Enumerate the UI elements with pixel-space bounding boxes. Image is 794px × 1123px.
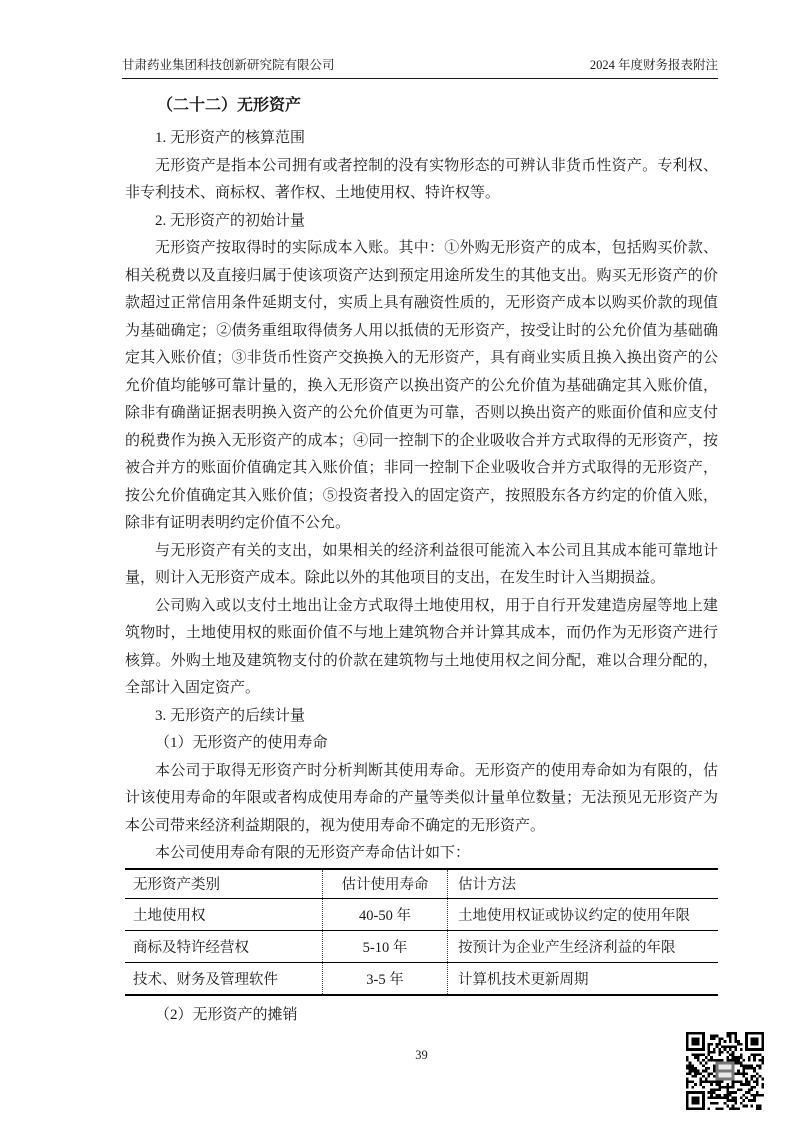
table-row <box>125 898 718 930</box>
table-cell: 技术、财务及管理软件 <box>133 971 278 988</box>
page-content <box>125 88 718 1029</box>
paragraph: 公司购入或以支付土地出让金方式取得土地使用权，用于自行开发建造房屋等地上建筑物时，土地使用权的账面价值不与地上建筑物合并计算其成本，而仍作为无形资产进行核算。外购土地及建筑物支付的价款在建筑物与土地使用权之间分配，难以合理分配的，全部计入固定资产。 <box>125 597 718 696</box>
table-cell: 3-5 年 <box>323 962 448 995</box>
table-cell: 土地使用权证或协议约定的使用年限 <box>448 898 719 930</box>
page-header <box>122 55 718 79</box>
table-cell: 按预计为企业产生经济利益的年限 <box>448 930 719 962</box>
paragraph: 1. 无形资产的核算范围 <box>155 130 306 146</box>
section-paragraphs <box>125 125 718 868</box>
paragraph: （1）无形资产的使用寿命 <box>155 735 328 751</box>
table-cell: 5-10 年 <box>323 930 448 962</box>
header-doc-title: 2024 年度财务报表附注 <box>589 58 718 72</box>
paragraph: 与无形资产有关的支出，如果相关的经济利益很可能流入本公司且其成本能可靠地计量，则计入无形资产成本。除此以外的其他项目的支出，在发生时计入当期损益。 <box>125 542 718 586</box>
section-title: （二十二）无形资产 <box>157 97 302 114</box>
paragraph: 无形资产按取得时的实际成本入账。其中：①外购无形资产的成本，包括购买价款、相关税费以及直接归属于使该项资产达到预定用途所发生的其他支出。购买无形资产的价款超过正常信用条件延期支付，实质上具有融资性质的，无形资产成本以购买价款的现值为基础确定；②债务重组取得债务人用以抵债的无形资产，按受让时的公允价值为基础确定其入账价值；③非货币性资产交换换入的无形资产，具有商业实质且换入换出资产的公允价值均能够可靠计量的，换入无形资产以换出资产的公允价值为基础确定其入账价值，除非有确凿证据表明换入资产的公允价值更为可靠，否则以换出资产的账面价值和应支付的税费作为换入无形资产的成本；④同一控制下的企业吸收合并方式取得的无形资产，按被合并方的账面价值确定其入账价值；非同一控制下企业吸收合并方式取得的无形资产，按公允价值确定其入账价值；⑤投资者投入的固定资产，按照股东各方约定的价值入账，除非有证明表明约定价值不公允。 <box>125 240 718 531</box>
table-header-row <box>125 869 718 899</box>
table-cell: 土地使用权 <box>125 898 323 930</box>
paragraph: 3. 无形资产的后续计量 <box>155 707 306 724</box>
table-header-cell: 估计方法 <box>448 869 719 899</box>
useful-life-table-body <box>125 898 718 995</box>
paragraph: 本公司使用寿命有限的无形资产寿命估计如下： <box>155 845 471 861</box>
table-header-cell: 无形资产类别 <box>125 869 323 899</box>
page-number: 39 <box>415 1048 428 1062</box>
useful-life-table <box>125 868 718 996</box>
table-cell: 40-50 年 <box>323 898 448 930</box>
paragraph: 无形资产是指本公司拥有或者控制的没有实物形态的可辨认非货币性资产。专利权、非专利技术、商标权、著作权、土地使用权、特许权等。 <box>125 157 718 201</box>
table-header-cell: 估计使用寿命 <box>323 869 448 899</box>
paragraph: 2. 无形资产的初始计量 <box>155 212 306 229</box>
table-cell: 计算机技术更新周期 <box>448 962 719 995</box>
paragraph: 本公司于取得无形资产时分析判断其使用寿命。无形资产的使用寿命如为有限的，估计该使用寿命的年限或者构成使用寿命的产量等类似计量单位数量；无法预见无形资产为本公司带来经济利益期限的，视为使用寿命不确定的无形资产。 <box>125 762 718 834</box>
table-row <box>125 962 718 995</box>
after-table-heading: （2）无形资产的摊销 <box>155 1006 298 1023</box>
header-company-name: 甘肃药业集团科技创新研究院有限公司 <box>122 58 335 72</box>
useful-life-table-head <box>125 869 718 899</box>
table-cell: 商标及特许经营权 <box>125 930 323 962</box>
qr-code <box>686 1032 764 1110</box>
table-row <box>125 930 718 962</box>
